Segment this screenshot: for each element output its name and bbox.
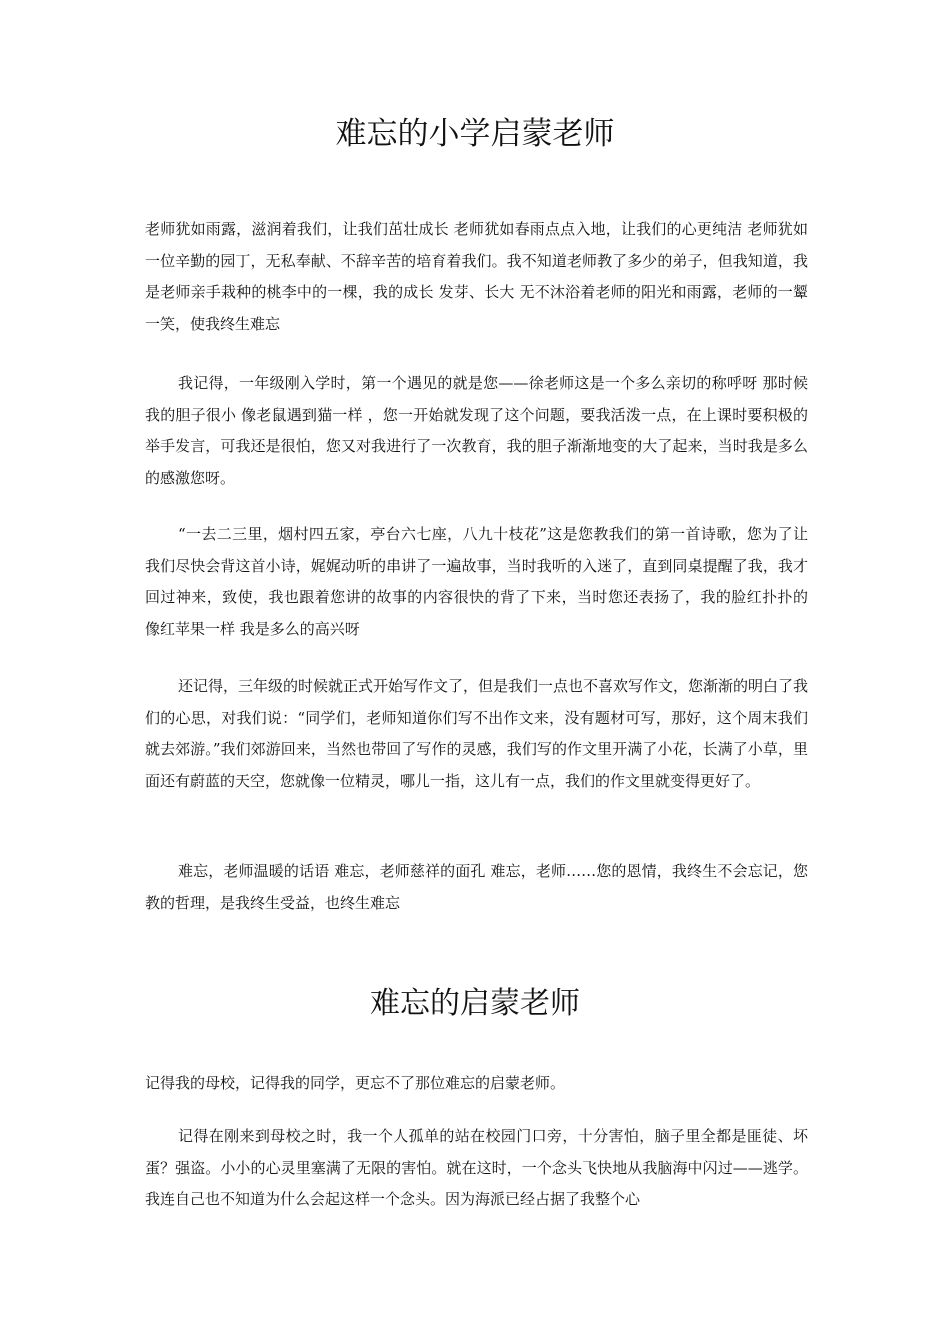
essay-title-1: 难忘的小学启蒙老师 <box>335 116 615 152</box>
essay-2-paragraph-2: 记得在刚来到母校之时，我一个人孤单的站在校园门口旁，十分害怕，脑子里全都是匪徒、坏蛋？强盗。小小的心灵里塞满了无限的害怕。就在这时，一个念头飞快地从我脑海中闪过——逃学。我连自己也不知道为什么会起这样一个念头。因为海派已经占据了我整个心 <box>145 1127 808 1208</box>
paragraph-block-7 <box>145 1121 808 1216</box>
paragraph-block-3 <box>145 519 808 645</box>
essay-1-paragraph-2: 我记得，一年级刚入学时，第一个遇见的就是您——徐老师这是一个多么亲切的称呼呀 那时候我的胆子很小 像老鼠遇到猫一样 ，您一开始就发现了这个问题，要我活泼一点，在上课时要积极的举手发言，可我还是很怕，您又对我进行了一次教育，我的胆子渐渐地变的大了起来，当时我是多么的感激您呀。 <box>145 374 808 487</box>
essay-title-2: 难忘的启蒙老师 <box>370 986 580 1021</box>
paragraph-block-5 <box>145 856 808 919</box>
essay-1-paragraph-5: 难忘，老师温暖的话语 难忘，老师慈祥的面孔 难忘，老师……您的恩情，我终生不会忘记，您教的哲理，是我终生受益，也终生难忘 <box>145 862 808 912</box>
paragraph-block-6 <box>145 1068 808 1100</box>
essay-1-paragraph-3: “一去二三里，烟村四五家，亭台六七座，八九十枝花”这是您教我们的第一首诗歌，您为了让我们尽快会背这首小诗，娓娓动听的串讲了一遍故事，当时我听的入迷了，直到同桌提醒了我，我才回过神来，致使，我也跟着您讲的故事的内容很快的背了下来，当时您还表扬了，我的脸红扑扑的 像红苹果一样 我是多么的高兴呀 <box>145 525 808 638</box>
essay-1-paragraph-4: 还记得，三年级的时候就正式开始写作文了，但是我们一点也不喜欢写作文，您渐渐的明白了我们的心思，对我们说：“同学们，老师知道你们写不出作文来，没有题材可写，那好，这个周末我们就去郊游。”我们郊游回来，当然也带回了写作的灵感，我们写的作文里开满了小花，长满了小草，里面还有蔚蓝的天空，您就像一位精灵，哪儿一指，这儿有一点，我们的作文里就变得更好了。 <box>145 677 809 790</box>
paragraph-block-2 <box>145 368 808 494</box>
paragraph-block-4 <box>145 671 808 797</box>
essay-2-paragraph-1: 记得我的母校，记得我的同学，更忘不了那位难忘的启蒙老师。 <box>145 1074 566 1092</box>
paragraph-block-1 <box>145 214 808 340</box>
essay-1-paragraph-1: 老师犹如雨露，滋润着我们，让我们茁壮成长 老师犹如春雨点点入地，让我们的心更纯洁 老师犹如一位辛勤的园丁，无私奉献、不辞辛苦的培育着我们。我不知道老师教了多少的弟子，但我知道，我是老师亲手栽种的桃李中的一棵，我的成长 发芽、长大 无不沐浴着老师的阳光和雨露，老师的一颦一笑，使我终生难忘 <box>145 220 808 333</box>
